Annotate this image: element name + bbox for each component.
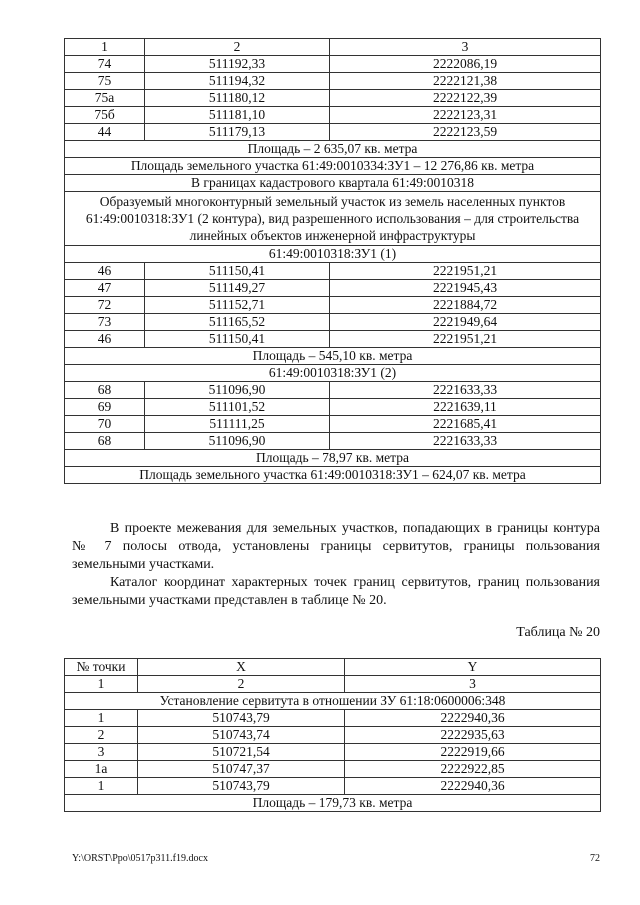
contour-title-cell: 61:49:0010318:ЗУ1 (1) (65, 246, 601, 263)
header-cell: X (138, 659, 345, 676)
y-coordinate: 2221884,72 (330, 297, 601, 314)
body-paragraph (72, 520, 600, 574)
table-row (65, 263, 601, 280)
table-row (65, 314, 601, 331)
area-cell: Площадь – 179,73 кв. метра (65, 795, 601, 812)
y-coordinate: 2221685,41 (330, 416, 601, 433)
table-row (65, 331, 601, 348)
point-number: 75б (65, 107, 145, 124)
col-number-cell: 1 (65, 39, 145, 56)
column-number-row (65, 39, 601, 56)
header-cell: Y (345, 659, 601, 676)
area-row (65, 141, 601, 158)
point-number: 46 (65, 263, 145, 280)
x-coordinate: 511111,25 (145, 416, 330, 433)
col-number-cell: 3 (345, 676, 601, 693)
x-coordinate: 510743,79 (138, 778, 345, 795)
x-coordinate: 511150,41 (145, 331, 330, 348)
y-coordinate: 2222086,19 (330, 56, 601, 73)
table-row (65, 280, 601, 297)
point-number: 72 (65, 297, 145, 314)
table-row (65, 761, 601, 778)
y-coordinate: 2222122,39 (330, 90, 601, 107)
description-cell: Образуемый многоконтурный земельный участок из земель населенных пунктов 61:49:0010318:ЗУ1 (2 контура), вид разрешенного использования – для строительства линейных объектов инженерной инфраструктуры (65, 192, 601, 246)
point-number: 74 (65, 56, 145, 73)
paragraph-text: В проекте межевания для земельных участков, попадающих в границы контура № 7 полосы отвода, установлены границы сервитутов, границы пользования земельными участками. (72, 521, 600, 572)
x-coordinate: 511165,52 (145, 314, 330, 331)
x-coordinate: 511101,52 (145, 399, 330, 416)
col-number-cell: 3 (330, 39, 601, 56)
point-number: 75а (65, 90, 145, 107)
table-row (65, 416, 601, 433)
point-number: 70 (65, 416, 145, 433)
table-row (65, 433, 601, 450)
y-coordinate: 2221633,33 (330, 382, 601, 399)
point-number: 69 (65, 399, 145, 416)
x-coordinate: 511149,27 (145, 280, 330, 297)
point-number: 2 (65, 727, 138, 744)
x-coordinate: 511152,71 (145, 297, 330, 314)
x-coordinate: 510743,79 (138, 710, 345, 727)
point-number: 1 (65, 778, 138, 795)
contour-title-cell: 61:49:0010318:ЗУ1 (2) (65, 365, 601, 382)
coordinates-table-continued (64, 38, 601, 484)
x-coordinate: 511096,90 (145, 433, 330, 450)
header-cell: № точки (65, 659, 138, 676)
y-coordinate: 2221633,33 (330, 433, 601, 450)
body-paragraph (72, 574, 600, 610)
total-area-cell: Площадь земельного участка 61:49:0010318:ЗУ1 – 624,07 кв. метра (65, 467, 601, 484)
x-coordinate: 511181,10 (145, 107, 330, 124)
point-number: 1 (65, 710, 138, 727)
table-row (65, 778, 601, 795)
x-coordinate: 510747,37 (138, 761, 345, 778)
y-coordinate: 2222121,38 (330, 73, 601, 90)
y-coordinate: 2221945,43 (330, 280, 601, 297)
table-row (65, 744, 601, 761)
x-coordinate: 510743,74 (138, 727, 345, 744)
header-row (65, 659, 601, 676)
section-title-cell: Установление сервитута в отношении ЗУ 61:18:0600006:348 (65, 693, 601, 710)
x-coordinate: 511150,41 (145, 263, 330, 280)
total-area-row (65, 158, 601, 175)
area-cell: Площадь – 78,97 кв. метра (65, 450, 601, 467)
x-coordinate: 511179,13 (145, 124, 330, 141)
y-coordinate: 2221951,21 (330, 331, 601, 348)
total-area-row (65, 467, 601, 484)
description-row (65, 192, 601, 246)
col-number-cell: 2 (138, 676, 345, 693)
quarter-heading-row (65, 175, 601, 192)
table-row (65, 727, 601, 744)
col-number-cell: 2 (145, 39, 330, 56)
point-number: 68 (65, 382, 145, 399)
quarter-heading-cell: В границах кадастрового квартала 61:49:0010318 (65, 175, 601, 192)
table-row (65, 710, 601, 727)
contour-title-row (65, 246, 601, 263)
point-number: 75 (65, 73, 145, 90)
x-coordinate: 510721,54 (138, 744, 345, 761)
total-area-cell: Площадь земельного участка 61:49:0010334:ЗУ1 – 12 276,86 кв. метра (65, 158, 601, 175)
area-cell: Площадь – 545,10 кв. метра (65, 348, 601, 365)
area-row (65, 348, 601, 365)
table-row (65, 124, 601, 141)
y-coordinate: 2222123,59 (330, 124, 601, 141)
x-coordinate: 511192,33 (145, 56, 330, 73)
table-caption: Таблица № 20 (516, 625, 600, 640)
paragraph-text: Каталог координат характерных точек границ сервитутов, границ пользования земельными участками представлен в таблице № 20. (72, 575, 600, 608)
column-number-row (65, 676, 601, 693)
area-row (65, 795, 601, 812)
x-coordinate: 511194,32 (145, 73, 330, 90)
y-coordinate: 2222123,31 (330, 107, 601, 124)
page-number: 72 (590, 853, 600, 864)
area-cell: Площадь – 2 635,07 кв. метра (65, 141, 601, 158)
x-coordinate: 511180,12 (145, 90, 330, 107)
y-coordinate: 2222940,36 (345, 710, 601, 727)
point-number: 1а (65, 761, 138, 778)
y-coordinate: 2222922,85 (345, 761, 601, 778)
footer-file-path: Y:\ORST\Ppo\0517p311.f19.docx (72, 853, 208, 864)
y-coordinate: 2221639,11 (330, 399, 601, 416)
table-row (65, 297, 601, 314)
point-number: 47 (65, 280, 145, 297)
col-number-cell: 1 (65, 676, 138, 693)
y-coordinate: 2222935,63 (345, 727, 601, 744)
table-row (65, 107, 601, 124)
area-row (65, 450, 601, 467)
table-row (65, 73, 601, 90)
table-row (65, 399, 601, 416)
servitude-coordinates-table (64, 658, 601, 812)
point-number: 73 (65, 314, 145, 331)
y-coordinate: 2221949,64 (330, 314, 601, 331)
point-number: 3 (65, 744, 138, 761)
y-coordinate: 2222919,66 (345, 744, 601, 761)
point-number: 68 (65, 433, 145, 450)
point-number: 46 (65, 331, 145, 348)
table-row (65, 90, 601, 107)
y-coordinate: 2222940,36 (345, 778, 601, 795)
y-coordinate: 2221951,21 (330, 263, 601, 280)
table-row (65, 56, 601, 73)
x-coordinate: 511096,90 (145, 382, 330, 399)
table-row (65, 382, 601, 399)
contour-title-row (65, 365, 601, 382)
point-number: 44 (65, 124, 145, 141)
section-title-row (65, 693, 601, 710)
